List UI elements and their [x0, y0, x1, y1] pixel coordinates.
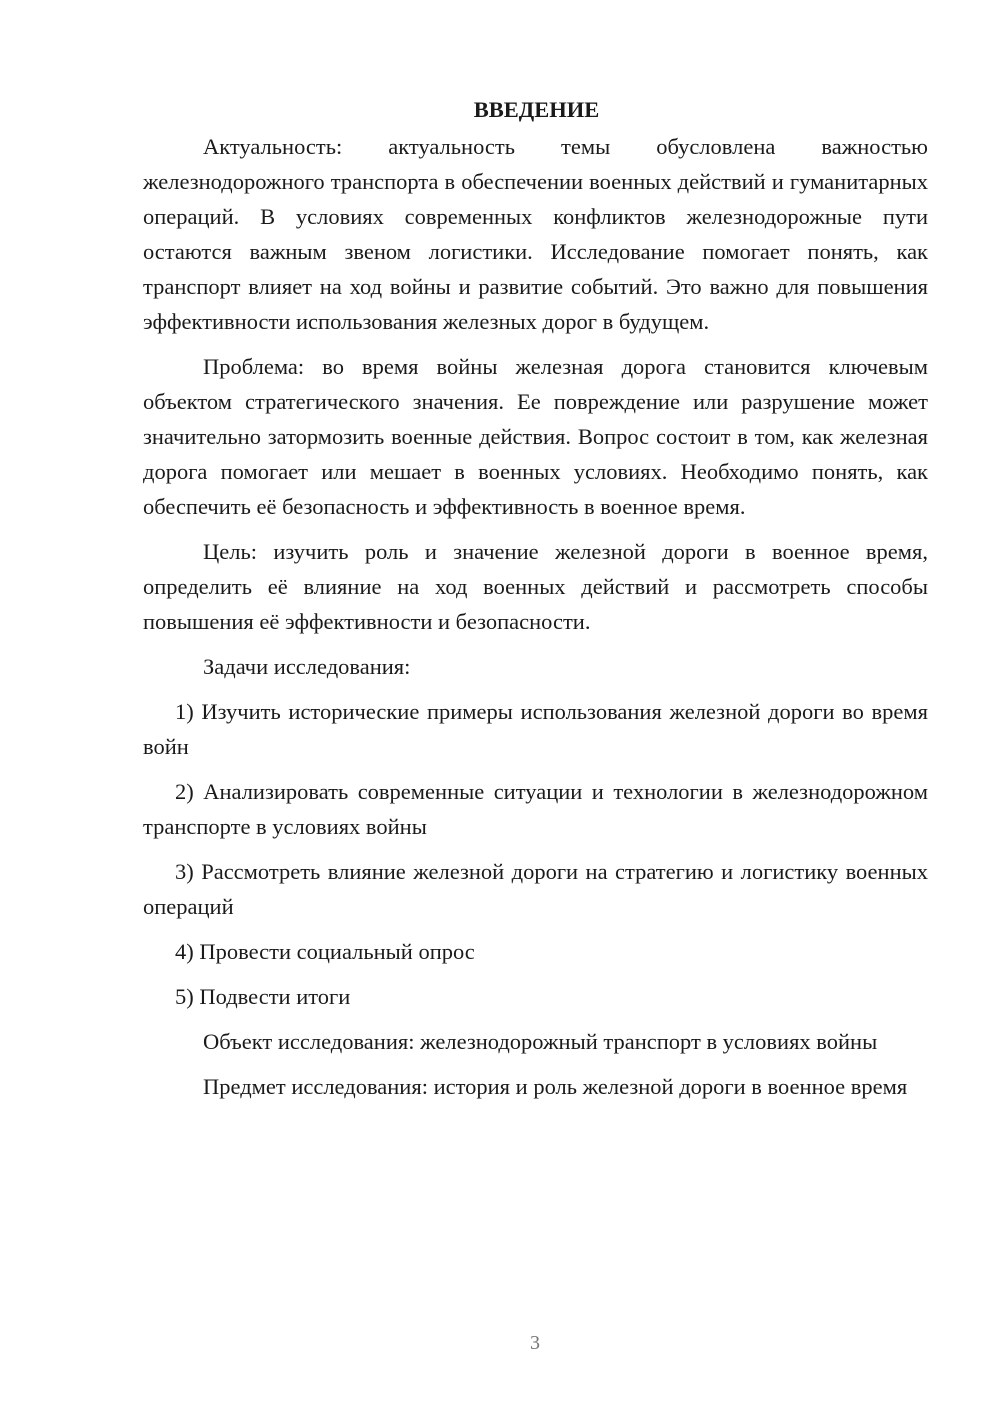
research-subject: Предмет исследования: история и роль железной дороги в военное время	[203, 1074, 908, 1099]
task-item: 4) Провести социальный опрос	[175, 939, 475, 964]
section-title: ВВЕДЕНИЕ	[473, 97, 600, 122]
research-object: Объект исследования: железнодорожный транспорт в условиях войны	[203, 1029, 878, 1054]
task-item: 1) Изучить исторические примеры использования железной дороги во время войн	[143, 699, 928, 759]
document-page	[143, 92, 928, 1114]
task-item: 5) Подвести итоги	[175, 984, 351, 1009]
paragraph-goal: Цель: изучить роль и значение железной дороги в военное время, определить её влияние на ход военных действий и рассмотреть способы повышения её эффективности и безопасности.	[143, 539, 928, 634]
task-item: 2) Анализировать современные ситуации и технологии в железнодорожном транспорте в условиях войны	[143, 779, 928, 839]
page-number: 3	[530, 1332, 540, 1354]
paragraph-relevance: Актуальность: актуальность темы обусловлена важностью железнодорожного транспорта в обеспечении военных действий и гуманитарных операций. В условиях современных конфликтов железнодорожные пути остаются важным звеном логистики. Исследование помогает понять, как транспорт влияет на ход войны и развитие событий. Это важно для повышения эффективности использования железных дорог в будущем.	[143, 134, 928, 334]
tasks-heading: Задачи исследования:	[203, 654, 411, 679]
task-item: 3) Рассмотреть влияние железной дороги на стратегию и логистику военных операций	[143, 859, 928, 919]
paragraph-problem: Проблема: во время войны железная дорога становится ключевым объектом стратегического значения. Ее повреждение или разрушение может значительно затормозить военные действия. Вопрос состоит в том, как железная дорога помогает или мешает в военных условиях. Необходимо понять, как обеспечить её безопасность и эффективность в военное время.	[143, 354, 928, 519]
